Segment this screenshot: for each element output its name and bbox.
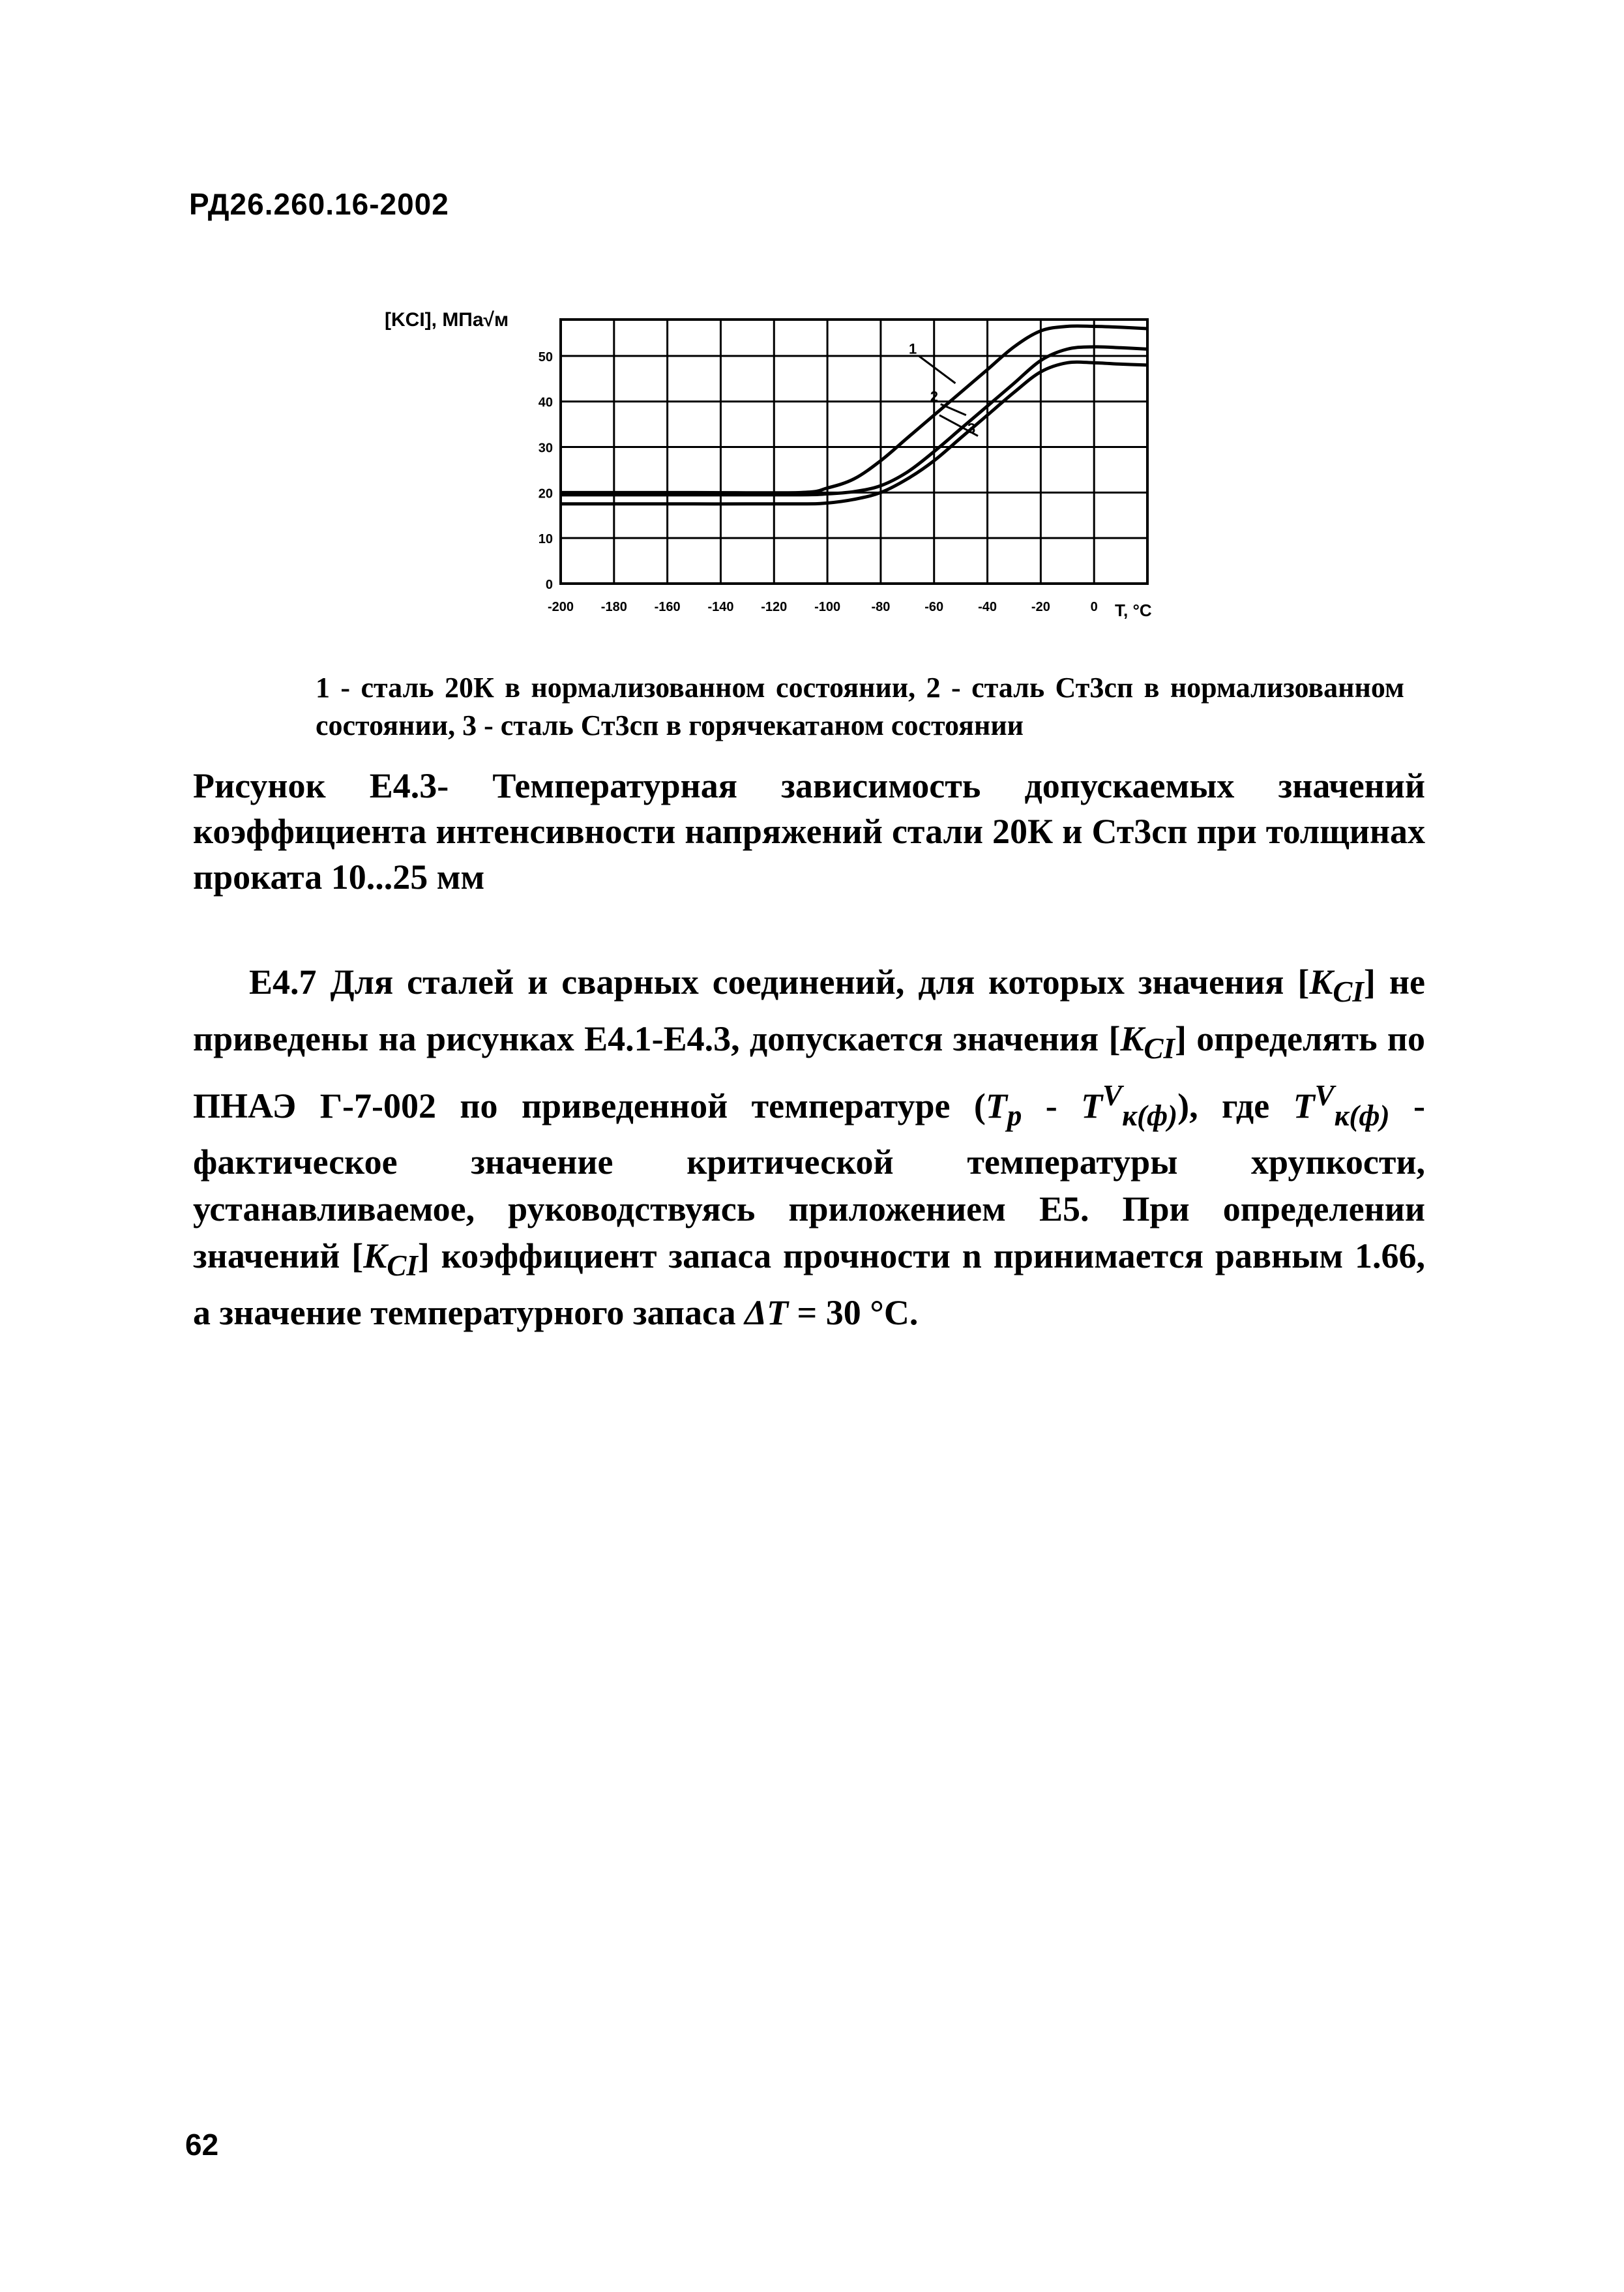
- symbol-t-superscript: V: [1314, 1079, 1335, 1112]
- y-tick-label: 0: [545, 578, 553, 592]
- x-tick-label: -60: [924, 600, 944, 614]
- symbol-k-subscript: CI: [1333, 975, 1364, 1008]
- symbol-t-superscript: V: [1102, 1079, 1123, 1112]
- y-axis-label: [385, 309, 509, 331]
- series-line-3: [561, 362, 1147, 504]
- y-tick-label: 40: [538, 395, 553, 410]
- symbol-t: T: [1293, 1086, 1315, 1125]
- symbol-t-subscript: p: [1007, 1099, 1022, 1132]
- y-tick-label: 10: [538, 532, 553, 547]
- symbol-k: K: [363, 1236, 387, 1276]
- annotation-leader-2: [941, 404, 966, 415]
- annotation-label-1: 1: [909, 340, 917, 357]
- para-text-2: ] не приведены на рисунках Е4.1-Е4.3, допускается значения [: [193, 962, 1425, 1058]
- x-tick-label: -100: [814, 600, 841, 614]
- symbol-k: K: [1120, 1019, 1144, 1058]
- para-text-5: ), где: [1177, 1086, 1293, 1125]
- page-number: 62: [185, 2128, 219, 2162]
- para-text-6: - фактическое значение критической температуры хрупкости, устанавливаемое, руководствуясь приложением Е5. При определении значений [: [193, 1086, 1425, 1276]
- symbol-t-subscript: к(ф): [1334, 1099, 1390, 1132]
- x-tick-label: -120: [761, 600, 788, 614]
- y-tick-label: 30: [538, 441, 553, 456]
- symbol-t-subscript: к(ф): [1122, 1099, 1178, 1132]
- symbol-k: K: [1309, 962, 1333, 1002]
- temperature-dependence-chart: [365, 287, 1213, 639]
- x-tick-label: -40: [978, 600, 997, 614]
- y-axis-label-text: [KCI], МПа√м: [385, 309, 509, 331]
- para-text-7: ] коэффициент запаса прочности n принимается равным 1.66, а значение температурного запаса: [193, 1236, 1425, 1333]
- annotation-label-2: 2: [930, 388, 938, 405]
- paragraph-e4-7: [193, 959, 1425, 1336]
- symbol-t: T: [985, 1086, 1007, 1125]
- series-line-2: [561, 347, 1147, 495]
- annotation-leader-1: [919, 356, 955, 383]
- symbol-k-subscript: CI: [387, 1249, 418, 1283]
- chart-series: [561, 326, 1147, 504]
- x-tick-label: -180: [600, 600, 627, 614]
- x-tick-label: -140: [707, 600, 734, 614]
- x-tick-label: -20: [1031, 600, 1050, 614]
- para-text-8: = 30 °С.: [788, 1293, 919, 1333]
- x-tick-label: -160: [654, 600, 681, 614]
- para-text-1: Е4.7 Для сталей и сварных соединений, для которых значения [: [249, 962, 1310, 1002]
- x-tick-label: -80: [871, 600, 891, 614]
- document-code: РД26.260.16-2002: [189, 187, 449, 221]
- x-axis-label-text: T, °C: [1115, 601, 1152, 620]
- annotation-label-3: 3: [967, 420, 976, 437]
- para-text-3: ] определять по ПНАЭ Г-7-002 по приведенной температуре (: [193, 1019, 1426, 1125]
- x-tick-labels: [548, 600, 1098, 614]
- y-tick-label: 20: [538, 486, 553, 501]
- y-tick-label: 50: [538, 350, 553, 365]
- para-text-4: -: [1022, 1086, 1082, 1125]
- symbol-k-subscript: CI: [1144, 1032, 1175, 1065]
- symbol-delta-t: ΔT: [745, 1293, 788, 1333]
- plot-frame: [561, 320, 1147, 584]
- y-tick-labels: [539, 350, 553, 592]
- figure-legend: 1 - сталь 20К в нормализованном состоянии, 2 - сталь Ст3сп в нормализованном состоянии, 3 - сталь Ст3сп в горячекатаном состоянии: [316, 672, 1404, 741]
- figure-caption: Рисунок Е4.3- Температурная зависимость допускаемых значений коэффициента интенсивности напряжений стали 20К и Ст3сп при толщинах проката 10...25 мм: [193, 766, 1425, 897]
- x-tick-label: 0: [1090, 600, 1098, 614]
- symbol-t: T: [1081, 1086, 1103, 1125]
- chart-grid: [561, 320, 1147, 584]
- x-tick-label: -200: [547, 600, 574, 614]
